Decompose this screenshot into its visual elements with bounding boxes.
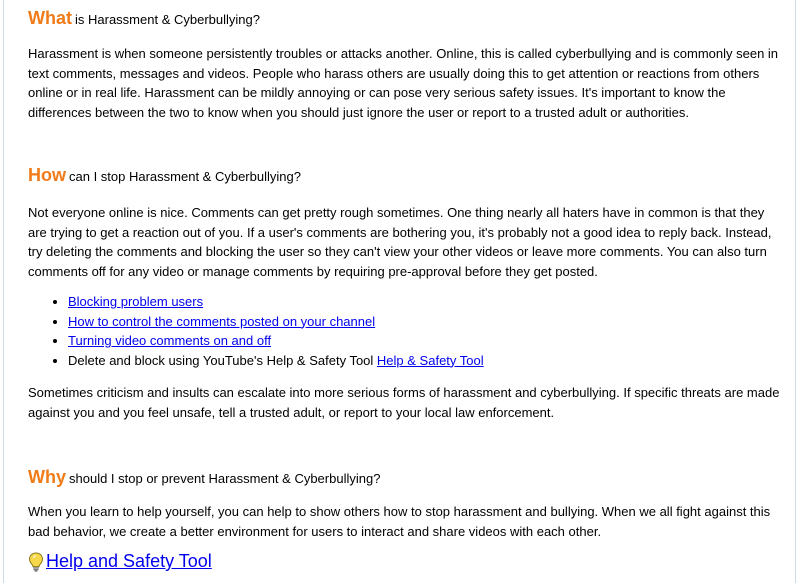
why-heading xyxy=(28,467,380,488)
lightbulb-icon xyxy=(28,552,44,572)
help-links-list xyxy=(50,292,484,370)
help-safety-tool-link[interactable]: Help and Safety Tool xyxy=(46,551,212,571)
list-item xyxy=(68,331,484,351)
why-heading-text: should I stop or prevent Harassment & Cyberbullying? xyxy=(69,471,381,486)
what-paragraph: Harassment is when someone persistently troubles or attacks another. Online, this is called cyberbullying and is commonly seen in text comments, messages and videos. People who harass others are usually doing this to get attention or reactions from others online or in real life. Harassment can be mildly annoying or can pose very serious safety issues. It's important to know the differences between the two to know when you should just ignore the user or report to a trusted adult or authorities. xyxy=(28,46,779,120)
list-item xyxy=(68,312,484,332)
what-heading-text: is Harassment & Cyberbullying? xyxy=(75,12,260,27)
how-paragraph-2: Sometimes criticism and insults can escalate into more serious forms of harassment and cyberbullying. If specific threats are made against you and you feel unsafe, tell a trusted adult, or report to your local law enforcement. xyxy=(28,385,780,420)
content-frame xyxy=(3,0,796,583)
how-heading-text: can I stop Harassment & Cyberbullying? xyxy=(69,169,301,184)
help-safety-tool-row xyxy=(28,551,212,572)
how-heading xyxy=(28,165,301,186)
how-paragraph: Not everyone online is nice. Comments can get pretty rough sometimes. One thing nearly all haters have in common is that they are trying to get a reaction out of you. If a user's comments are bothering you, it's probably not a good idea to reply back. Instead, try deleting the comments and blocking the user so they can't view your other videos or leave more comments. You can also turn comments off for any video or manage comments by requiring pre-approval before they get posted. xyxy=(28,205,772,279)
delete-block-text: Delete and block using YouTube's Help & Safety Tool xyxy=(68,352,374,368)
what-keyword: What xyxy=(28,8,72,28)
what-heading xyxy=(28,8,260,29)
blocking-users-link[interactable]: Blocking problem users xyxy=(68,294,204,309)
how-keyword: How xyxy=(28,165,66,185)
toggle-comments-link[interactable]: Turning video comments on and off xyxy=(68,333,272,348)
why-keyword: Why xyxy=(28,467,66,487)
list-item xyxy=(68,351,484,371)
control-comments-link[interactable]: How to control the comments posted on your channel xyxy=(68,313,376,329)
list-item xyxy=(68,292,484,312)
why-paragraph: When you learn to help yourself, you can help to show others how to stop harassment and bullying. When we all fight against this bad behavior, we create a better environment for users to interact and share videos with each other. xyxy=(28,504,771,539)
help-safety-tool-inline-link[interactable]: Help & Safety Tool xyxy=(376,352,484,368)
